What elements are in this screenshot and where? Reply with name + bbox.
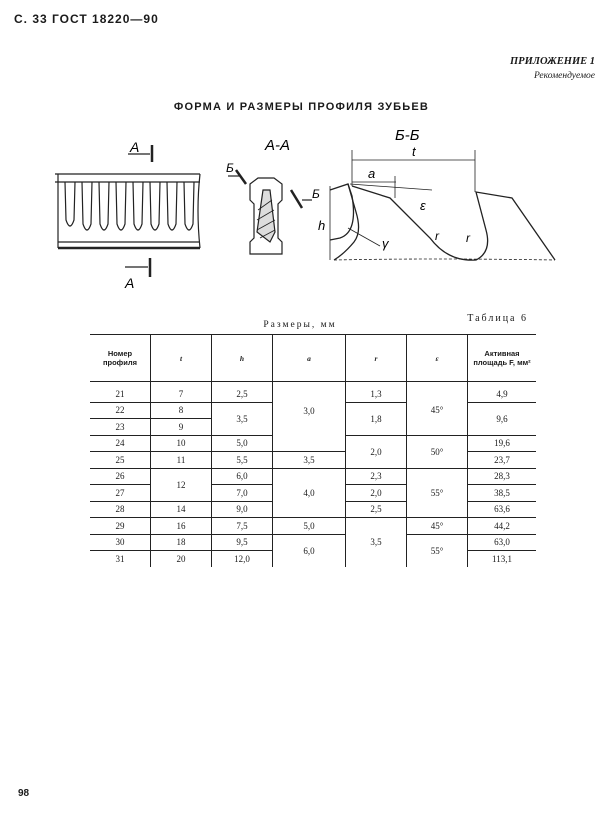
table-number: Таблица 6 xyxy=(467,313,528,324)
cell-r: 2,5 xyxy=(346,501,407,518)
cell-a: 4,0 xyxy=(273,468,346,518)
cell-area: 113,1 xyxy=(468,551,537,567)
cell-area: 44,2 xyxy=(468,518,537,535)
rack-view xyxy=(55,145,200,277)
cell-number: 29 xyxy=(90,518,151,535)
table-row xyxy=(90,534,536,551)
cell-area: 38,5 xyxy=(468,485,537,502)
tooth-profile-figure xyxy=(0,120,603,300)
cell-number: 25 xyxy=(90,452,151,469)
cell-h: 5,0 xyxy=(212,435,273,452)
cell-epsilon: 55° xyxy=(407,534,468,567)
header-a: a xyxy=(273,335,346,382)
cell-number: 21 xyxy=(90,382,151,403)
cell-epsilon: 45° xyxy=(407,382,468,436)
cell-t: 14 xyxy=(151,501,212,518)
label-a-top: А xyxy=(130,139,140,155)
cell-area: 63,6 xyxy=(468,501,537,518)
cell-h: 3,5 xyxy=(212,402,273,435)
cell-area: 28,3 xyxy=(468,468,537,485)
cell-r: 1,3 xyxy=(346,382,407,403)
header-r: r xyxy=(346,335,407,382)
cell-number: 26 xyxy=(90,468,151,485)
cell-a: 5,0 xyxy=(273,518,346,535)
label-gamma: γ xyxy=(382,236,389,251)
cell-r: 2,0 xyxy=(346,485,407,502)
section-bb xyxy=(330,150,555,260)
cell-number: 27 xyxy=(90,485,151,502)
cell-epsilon: 50° xyxy=(407,435,468,468)
cell-h: 6,0 xyxy=(212,468,273,485)
header-t: t xyxy=(151,335,212,382)
cell-r: 2,3 xyxy=(346,468,407,485)
label-r2: r xyxy=(466,231,470,245)
cell-r: 1,8 xyxy=(346,402,407,435)
header-profile-number: Номер профиля xyxy=(90,335,151,382)
label-t: t xyxy=(412,144,416,159)
cell-area: 4,9 xyxy=(468,382,537,403)
page-header: С. 33 ГОСТ 18220—90 xyxy=(14,12,159,26)
cell-h: 9,0 xyxy=(212,501,273,518)
cell-h: 2,5 xyxy=(212,382,273,403)
cell-h: 12,0 xyxy=(212,551,273,567)
label-a-bottom: А xyxy=(125,275,135,291)
appendix-title: ПРИЛОЖЕНИЕ 1 xyxy=(510,56,595,67)
cell-t: 11 xyxy=(151,452,212,469)
cell-h: 7,5 xyxy=(212,518,273,535)
cell-t: 9 xyxy=(151,419,212,436)
cell-t: 20 xyxy=(151,551,212,567)
table-row xyxy=(90,518,536,535)
cell-t: 16 xyxy=(151,518,212,535)
label-b-right: Б xyxy=(312,187,320,201)
cell-area: 9,6 xyxy=(468,402,537,435)
cell-r: 2,0 xyxy=(346,435,407,468)
appendix-subtitle: Рекомендуемое xyxy=(533,71,595,81)
section-aa xyxy=(228,170,312,254)
cell-h: 5,5 xyxy=(212,452,273,469)
cell-number: 31 xyxy=(115,553,125,564)
label-h: h xyxy=(318,218,326,233)
cell-epsilon: 55° xyxy=(407,468,468,518)
cell-a: 3,0 xyxy=(273,382,346,436)
profile-dimensions-table xyxy=(90,334,536,567)
cell-number: 24 xyxy=(90,435,151,452)
table-header-row xyxy=(90,335,536,382)
appendix-block xyxy=(510,55,595,83)
cell-r: 3,5 xyxy=(346,518,407,567)
cell-area: 63,0 xyxy=(468,534,537,551)
table-row xyxy=(90,452,536,469)
section-bb-label: Б-Б xyxy=(395,127,420,144)
table-row xyxy=(90,382,536,403)
cell-t: 7 xyxy=(151,382,212,403)
cell-t: 8 xyxy=(151,402,212,419)
page-number: 98 xyxy=(18,788,30,799)
header-h: h xyxy=(212,335,273,382)
label-a-dim: a xyxy=(368,166,376,181)
cell-h: 9,5 xyxy=(212,534,273,551)
label-b-left: Б xyxy=(226,161,234,175)
header-epsilon: ε xyxy=(407,335,468,382)
label-r1: r xyxy=(435,229,439,243)
cell-a: 6,0 xyxy=(273,534,346,567)
cell-number: 23 xyxy=(90,419,151,436)
cell-h: 7,0 xyxy=(212,485,273,502)
cell-number: 22 xyxy=(90,402,151,419)
cell-a xyxy=(273,435,346,452)
cell-epsilon: 45° xyxy=(407,518,468,535)
table-row xyxy=(90,435,536,452)
header-active-area: Активная площадь F, мм² xyxy=(468,335,537,382)
cell-t: 18 xyxy=(151,534,212,551)
page-title: ФОРМА И РАЗМЕРЫ ПРОФИЛЯ ЗУБЬЕВ xyxy=(173,101,430,113)
cell-t: 12 xyxy=(151,468,212,501)
label-epsilon: ε xyxy=(420,198,426,213)
cell-number: 28 xyxy=(90,501,151,518)
cell-area: 19,6 xyxy=(468,435,537,452)
cell-t: 10 xyxy=(151,435,212,452)
table-caption: Размеры, мм xyxy=(263,320,337,330)
cell-area: 23,7 xyxy=(468,452,537,469)
table-row xyxy=(90,468,536,485)
cell-a: 3,5 xyxy=(273,452,346,469)
section-aa-label: А-А xyxy=(265,137,291,154)
cell-number: 30 xyxy=(90,534,151,551)
